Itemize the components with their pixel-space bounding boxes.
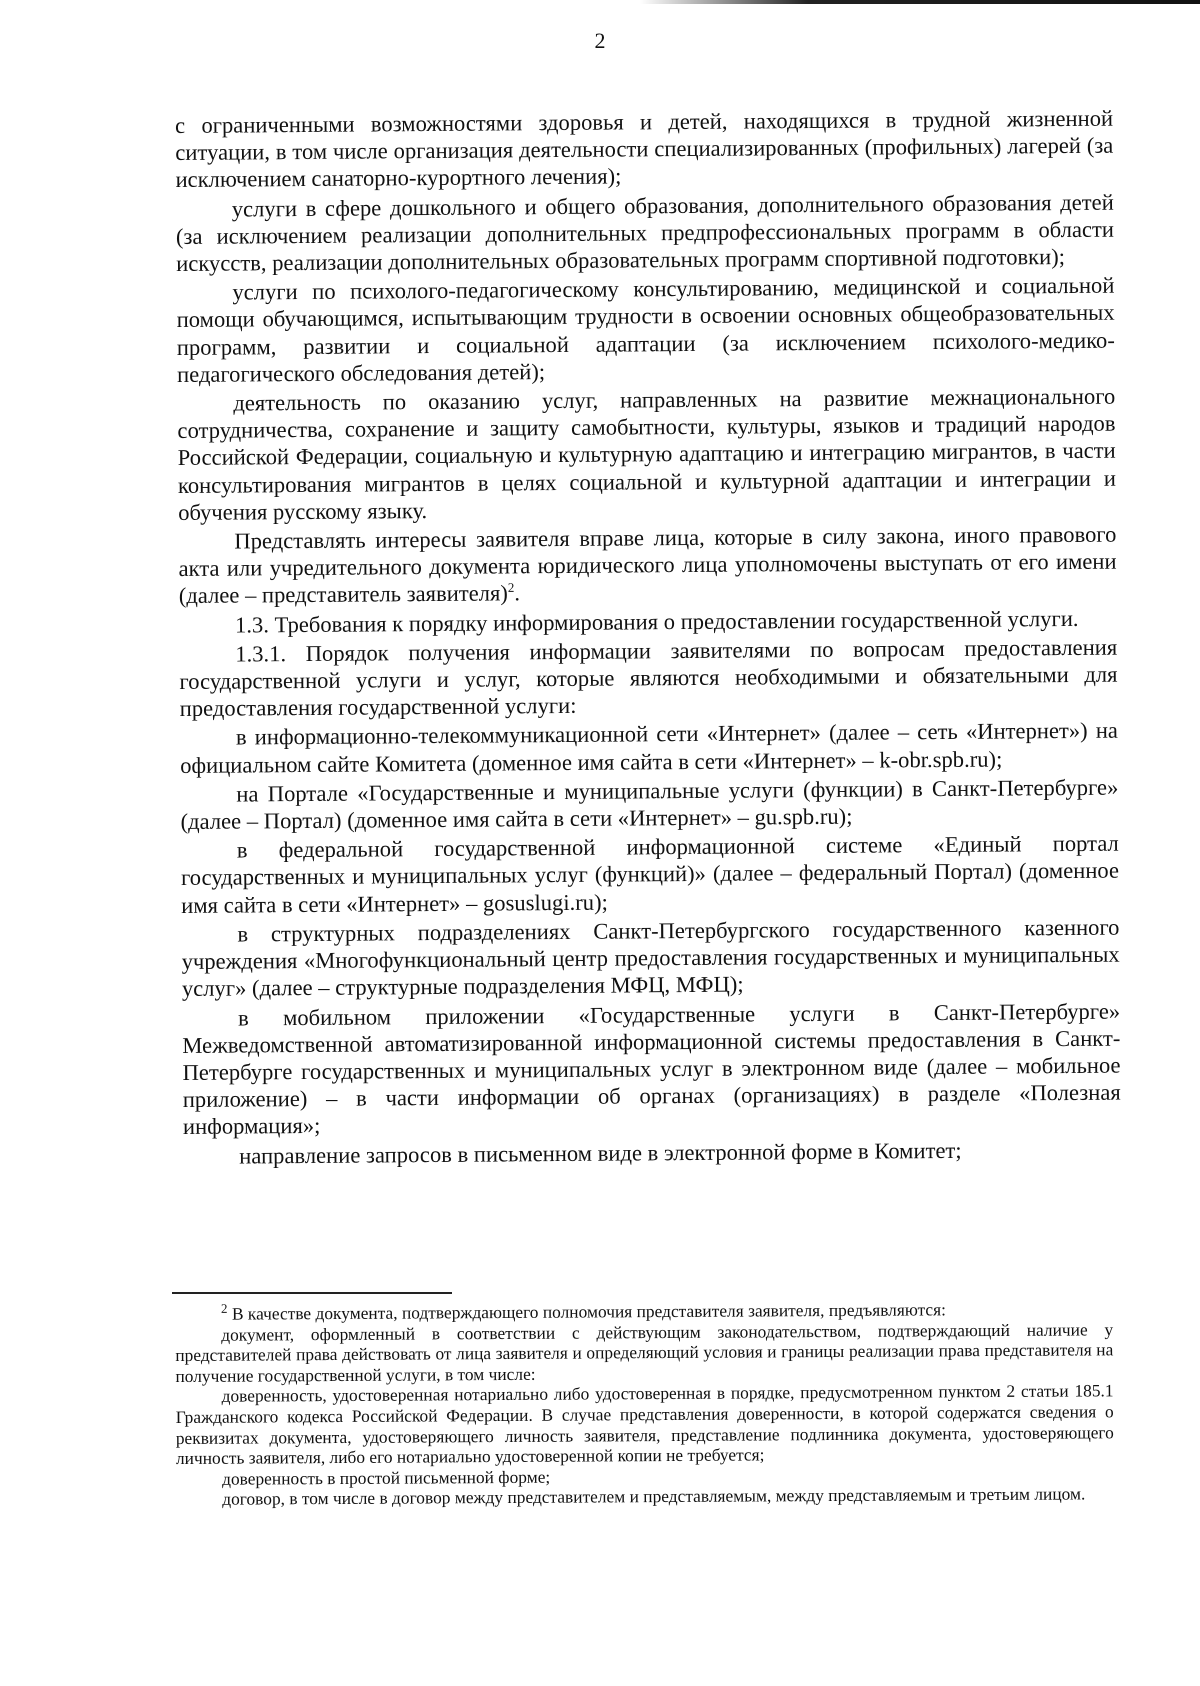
paragraph-5-text: Представлять интересы заявителя вправе лица, которые в силу закона, иного правового акта или учредительного документа юридического лица уполномочены выступать от его имени (далее – представитель заявителя) (178, 521, 1117, 609)
paragraph-5-tail: . (514, 580, 521, 606)
list-item-mfc: в структурных подразделениях Санкт-Петербургского государственного казенного учреждения «Многофункциональный центр предоставления государственных и муниципальных услуг» (далее – структурные подразделения МФЦ, МФЦ); (181, 914, 1120, 1002)
list-item-mobile-app: в мобильном приложении «Государственные услуги в Санкт-Петербурге» Межведомственной автоматизированной информационной системы предоставления в Санкт-Петербурге государственных и муниципальных услуг в электронном виде (далее – мобильное приложение) – в части информации об органах (организациях) в разделе «Полезная информация»; (182, 998, 1121, 1140)
footnote-item-4: договор, в том числе в договор между представителем и представляемым, между представляемым и третьим лицом. (222, 1483, 1086, 1510)
footnote-separator (172, 1292, 452, 1294)
paragraph-5 (178, 521, 1117, 610)
footnote-reference: 2 (507, 580, 515, 596)
scan-edge-mark (640, 0, 1200, 4)
page-number: 2 (594, 28, 606, 53)
section-heading-1-3: 1.3. Требования к порядку информирования о предоставлении государственной услуги. (234, 605, 1079, 638)
footnote-marker: 2 (220, 1300, 228, 1316)
paragraph-1: с ограниченными возможностями здоровья и детей, находящихся в трудной жизненной ситуации, в том числе организация деятельности специализированных (профильных) лагерей (за исключением санаторно-курортного лечения); (175, 105, 1114, 193)
footnote-item-2: доверенность, удостоверенная нотариально либо удостоверенная в порядке, предусмотренном пунктом 2 статьи 185.1 Гражданского кодекса Российской Федерации. В случае представления доверенности, в которой содержатся сведения о реквизитах документа, удостоверяющего личность заявителя, представление подлинника документа, удостоверяющего личность заявителя, либо его нотариально удостоверенной копии не требуется; (175, 1380, 1114, 1469)
paragraph-4: деятельность по оказанию услуг, направленных на развитие межнационального сотрудничества, сохранение и защиту самобытности, культуры, языков и традиций народов Российской Федерации, социальную и культурную адаптацию и интеграцию мигрантов, в части консультирования мигрантов в целях социальной и культурной адаптации и интеграции и обучения русскому языку. (177, 383, 1116, 525)
list-item-written-requests: направление запросов в письменном виде в электронной форме в Комитет; (239, 1137, 962, 1169)
paragraph-1-3-1: 1.3.1. Порядок получения информации заявителями по вопросам предоставления государственной услуги и услуг, которые являются необходимыми и обязательными для предоставления государственной услуги: (179, 634, 1118, 722)
main-text (175, 105, 1121, 1172)
footnote-item-1: документ, оформленный в соответствии с действующим законодательством, подтверждающий наличие у представителей права действовать от лица заявителя и определяющий условия и границы реализации права представителя на получение государственной услуги, в том числе: (175, 1318, 1114, 1386)
paragraph-3: услуги по психолого-педагогическому консультированию, медицинской и социальной помощи обучающимся, испытывающим трудности в освоении основных общеобразовательных программ, развитии и социальной адаптации (за исключением психолого-медико-педагогического обследования детей); (176, 272, 1115, 387)
footnotes (175, 1298, 1114, 1510)
footnote-item-3: доверенность в простой письменной форме; (222, 1466, 551, 1489)
list-item-federal-portal: в федеральной государственной информационной системе «Единый портал государственных и муниципальных услуг (функций)» (далее – федеральный Портал) (доменное имя сайта в сети «Интернет» – gosuslugi.ru); (180, 830, 1120, 918)
list-item-portal: на Портале «Государственные и муниципальные услуги (функции) в Санкт-Петербурге» (далее – Портал) (доменное имя сайта в сети «Интернет» – gu.spb.ru); (180, 774, 1119, 835)
footnote-intro-text: В качестве документа, подтверждающего полномочия представителя заявителя, предъявляются: (227, 1299, 947, 1324)
paragraph-2: услуги в сфере дошкольного и общего образования, дополнительного образования детей (за исключением реализации дополнительных предпрофессиональных программ в области искусств, реализации дополнительных образовательных программ спортивной подготовки); (175, 189, 1115, 277)
list-item-internet: в информационно-телекоммуникационной сети «Интернет» (далее – сеть «Интернет») на официальном сайте Комитета (доменное имя сайта в сети «Интернет» – k-obr.spb.ru); (180, 718, 1118, 778)
